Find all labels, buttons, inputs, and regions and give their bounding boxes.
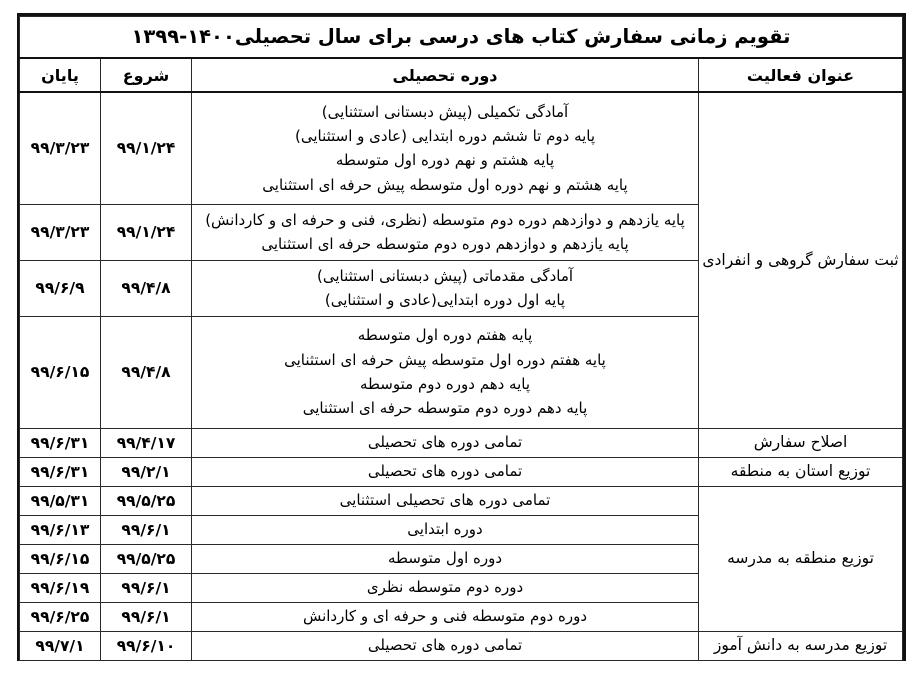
- end-date: ۹۹/۶/۱۵: [30, 549, 90, 568]
- end-date-cell: [19, 457, 100, 486]
- end-date: ۹۹/۶/۱۳: [30, 520, 90, 539]
- column-header-start-label: شروع: [122, 65, 170, 85]
- end-date: ۹۹/۶/۲۵: [30, 607, 90, 626]
- column-header-course-label: دوره تحصیلی: [392, 65, 498, 85]
- start-date: ۹۹/۱/۲۴: [116, 139, 176, 158]
- activity-cell: [699, 486, 903, 631]
- activity-cell: [699, 631, 903, 660]
- activity-label: اصلاح سفارش: [753, 432, 848, 451]
- start-date: ۹۹/۴/۸: [121, 279, 171, 297]
- calendar-table: [19, 16, 903, 661]
- course-cell: [192, 515, 699, 544]
- course-line: آمادگی تکمیلی (پیش دبستانی استثنایی): [321, 102, 569, 121]
- start-date-cell: [101, 457, 192, 486]
- activity-cell: [699, 428, 903, 457]
- course-line: تمامی دوره های تحصیلی: [367, 433, 523, 452]
- end-date: ۹۹/۶/۹: [35, 279, 85, 297]
- start-date-cell: [101, 602, 192, 631]
- start-date-cell: [101, 631, 192, 660]
- start-date: ۹۹/۶/۱: [121, 607, 171, 626]
- table-title-cell: [19, 17, 902, 59]
- course-cell: [192, 544, 699, 573]
- start-date: ۹۹/۶/۱۰: [116, 636, 176, 655]
- start-date-cell: [101, 92, 192, 204]
- end-date-cell: [19, 631, 100, 660]
- course-line: آمادگی مقدماتی (پیش دبستانی استثنایی): [316, 266, 574, 285]
- course-cell: [192, 631, 699, 660]
- course-cell: [192, 486, 699, 515]
- course-line: پایه هفتم دوره اول متوسطه: [357, 326, 533, 345]
- course-line: دوره دوم متوسطه نظری: [366, 578, 524, 597]
- course-cell: [192, 204, 699, 260]
- course-line: دوره دوم متوسطه فنی و حرفه ای و کاردانش: [302, 607, 588, 626]
- activity-cell: [699, 92, 903, 428]
- course-line: پایه هشتم و نهم دوره اول متوسطه: [335, 151, 555, 170]
- course-line: تمامی دوره های تحصیلی: [367, 462, 523, 481]
- start-date-cell: [101, 544, 192, 573]
- table-row: [19, 457, 902, 486]
- course-cell: [192, 457, 699, 486]
- start-date-cell: [101, 260, 192, 316]
- start-date: ۹۹/۴/۸: [121, 363, 171, 381]
- start-date-cell: [101, 316, 192, 428]
- end-date: ۹۹/۶/۳۱: [30, 433, 90, 452]
- header-row: [19, 58, 902, 92]
- end-date-cell: [19, 602, 100, 631]
- course-line: پایه دهم دوره دوم متوسطه: [359, 375, 531, 393]
- end-date: ۹۹/۳/۲۳: [30, 139, 90, 158]
- start-date: ۹۹/۶/۱: [121, 578, 171, 597]
- end-date: ۹۹/۵/۳۱: [30, 491, 90, 510]
- course-line: پایه یازدهم و دوازدهم دوره دوم متوسطه حرفه ای استثنایی: [261, 235, 629, 253]
- course-line: پایه هشتم و نهم دوره اول متوسطه پیش حرفه ای استثنایی: [262, 175, 628, 194]
- activity-cell: [699, 457, 903, 486]
- table-title: تقویم زمانی سفارش کتاب های درسی برای سال تحصیلی۱۴۰۰-۱۳۹۹: [131, 24, 791, 48]
- start-date-cell: [101, 573, 192, 602]
- column-header-activity: [699, 58, 903, 92]
- end-date-cell: [19, 573, 100, 602]
- course-line: تمامی دوره های تحصیلی: [367, 636, 523, 655]
- course-line: دوره اول متوسطه: [387, 549, 503, 568]
- column-header-activity-label: عنوان فعالیت: [746, 65, 855, 85]
- start-date: ۹۹/۲/۱: [121, 462, 171, 481]
- start-date: ۹۹/۵/۲۵: [116, 491, 176, 510]
- title-row: [19, 17, 902, 59]
- start-date-cell: [101, 486, 192, 515]
- course-cell: [192, 260, 699, 316]
- table-row: [19, 486, 902, 515]
- column-header-course: [192, 58, 699, 92]
- column-header-end: [19, 58, 100, 92]
- end-date: ۹۹/۶/۱۹: [30, 578, 90, 597]
- end-date-cell: [19, 544, 100, 573]
- end-date-cell: [19, 515, 100, 544]
- end-date: ۹۹/۶/۳۱: [30, 462, 90, 481]
- start-date-cell: [101, 204, 192, 260]
- course-line: پایه هفتم دوره اول متوسطه پیش حرفه ای استثنایی: [284, 350, 606, 369]
- end-date-cell: [19, 486, 100, 515]
- course-line: پایه دهم دوره دوم متوسطه حرفه ای استثنایی: [302, 399, 588, 418]
- course-cell: [192, 92, 699, 204]
- end-date: ۹۹/۷/۱: [35, 636, 85, 655]
- table-row: [19, 631, 902, 660]
- course-line: دوره ابتدایی: [407, 520, 483, 539]
- table-row: [19, 92, 902, 204]
- start-date: ۹۹/۶/۱: [121, 520, 171, 539]
- end-date: ۹۹/۳/۲۳: [30, 223, 90, 241]
- start-date: ۹۹/۵/۲۵: [116, 549, 176, 568]
- course-line: پایه اول دوره ابتدایی(عادی و استثنایی): [324, 291, 566, 309]
- table-row: [19, 428, 902, 457]
- course-cell: [192, 602, 699, 631]
- start-date-cell: [101, 428, 192, 457]
- end-date-cell: [19, 260, 100, 316]
- start-date: ۹۹/۴/۱۷: [116, 433, 176, 452]
- end-date-cell: [19, 204, 100, 260]
- end-date: ۹۹/۶/۱۵: [30, 363, 90, 381]
- course-line: پایه یازدهم و دوازدهم دوره دوم متوسطه (نظری، فنی و حرفه ای و کاردانش): [205, 210, 685, 229]
- activity-label: توزیع مدرسه به دانش آموز: [713, 635, 888, 654]
- activity-label: ثبت سفارش گروهی و انفرادی: [702, 250, 899, 269]
- course-cell: [192, 428, 699, 457]
- activity-label: توزیع استان به منطقه: [730, 461, 871, 480]
- start-date: ۹۹/۱/۲۴: [116, 223, 176, 241]
- column-header-start: [101, 58, 192, 92]
- column-header-end-label: پایان: [41, 65, 79, 85]
- activity-label: توزیع منطقه به مدرسه: [727, 548, 874, 567]
- end-date-cell: [19, 428, 100, 457]
- calendar-table-frame: [17, 13, 906, 661]
- end-date-cell: [19, 92, 100, 204]
- course-line: پایه دوم تا ششم دوره ابتدایی (عادی و استثنایی): [294, 126, 596, 145]
- start-date-cell: [101, 515, 192, 544]
- course-cell: [192, 316, 699, 428]
- course-cell: [192, 573, 699, 602]
- end-date-cell: [19, 316, 100, 428]
- course-line: تمامی دوره های تحصیلی استثنایی: [339, 491, 551, 510]
